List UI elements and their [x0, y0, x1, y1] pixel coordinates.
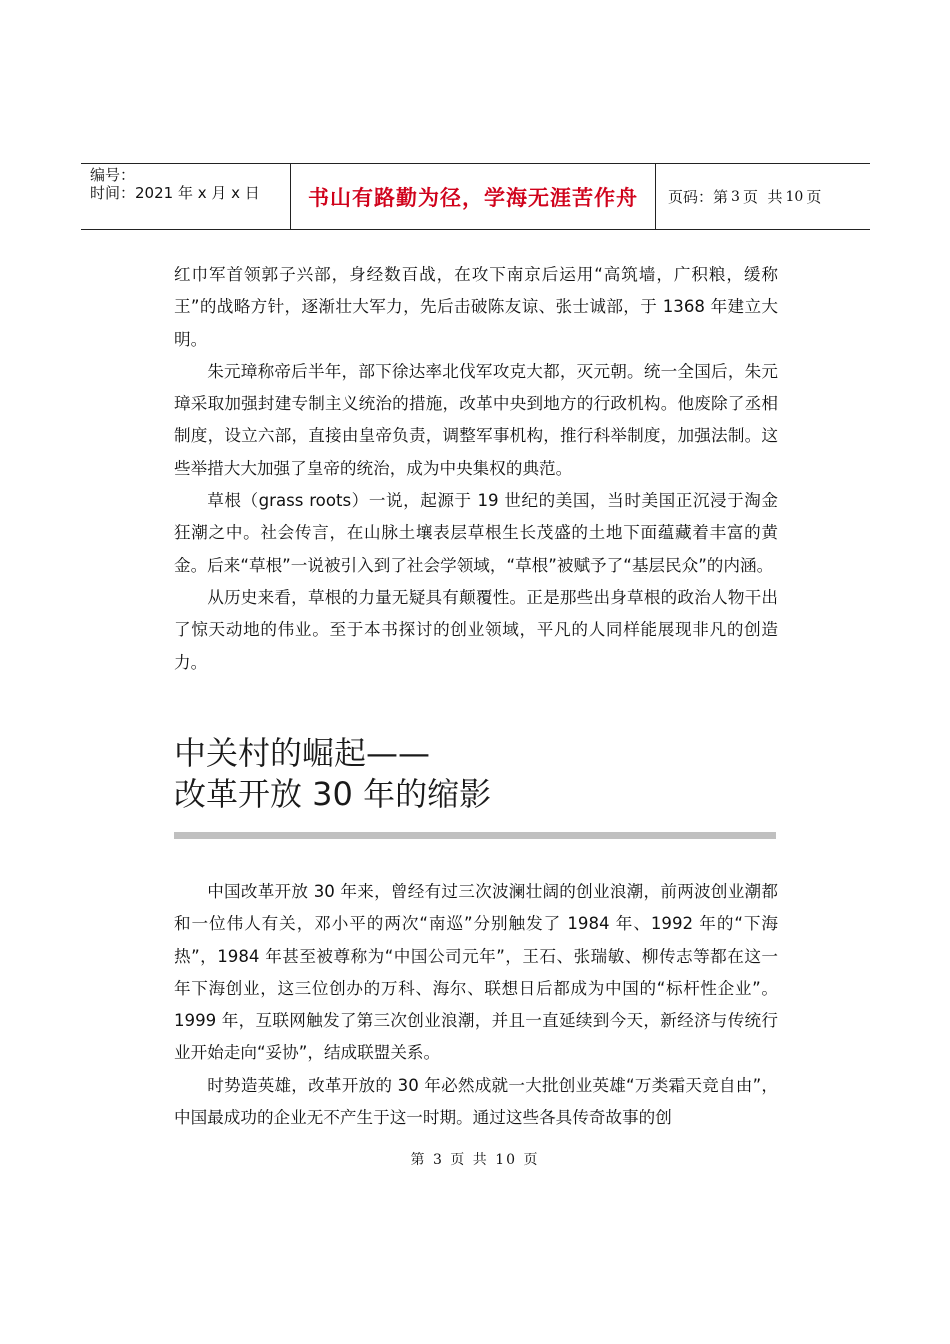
header-page-info	[656, 164, 870, 229]
top-body	[174, 259, 778, 679]
page-suffix: 页	[806, 188, 822, 206]
time-label: 时间：2021 年 x 月 x 日	[90, 184, 260, 202]
motto: 书山有路勤为径，学海无涯苦作舟	[308, 185, 638, 210]
header-motto-cell	[290, 164, 656, 229]
page-total: 10	[785, 188, 804, 205]
paragraph: 朱元璋称帝后半年，部下徐达率北伐军攻克大都，灭元朝。统一全国后，朱元璋采取加强封建专制主义统治的措施，改革中央到地方的行政机构。他废除了丞相制度，设立六部，直接由皇帝负责，调整军事机构，推行科举制度，加强法制。这些举措大大加强了皇帝的统治，成为中央集权的典范。	[174, 361, 778, 478]
section-title-line1: 中关村的崛起——	[174, 734, 431, 772]
page-current: 3	[731, 188, 740, 205]
paragraph: 从历史来看，草根的力量无疑具有颠覆性。正是那些出身草根的政治人物干出了惊天动地的伟业。至于本书探讨的创业领域，平凡的人同样能展现非凡的创造力。	[174, 587, 778, 672]
section-title-line2: 改革开放 30 年的缩影	[174, 775, 492, 813]
document-header	[81, 163, 870, 230]
page-prefix: 页码：第	[668, 188, 729, 206]
bottom-body	[174, 876, 778, 1134]
paragraph: 红巾军首领郭子兴部，身经数百战，在攻下南京后运用“高筑墙，广积粮，缓称王”的战略方针，逐渐壮大军力，先后击破陈友谅、张士诚部，于 1368 年建立大明。	[174, 265, 778, 349]
paragraph: 中国改革开放 30 年来，曾经有过三次波澜壮阔的创业浪潮，前两波创业潮都和一位伟人有关，邓小平的两次“南巡”分别触发了 1984 年、1992 年的“下海热”，1984 年甚至被尊称为“中国公司元年”，王石、张瑞敏、柳传志等都在这一年下海创业，这三位创办的万科、海尔、联想日后都成为中国的“标杆性企业”。1999 年，互联网触发了第三次创业浪潮，并且一直延续到今天，新经济与传统行业开始走向“妥协”，结成联盟关系。	[174, 882, 778, 1063]
code-label: 编号：	[90, 166, 136, 184]
page-mid: 页 共	[742, 188, 783, 206]
paragraph: 时势造英雄，改革开放的 30 年必然成就一大批创业英雄“万类霜天竞自由”，中国最成功的企业无不产生于这一时期。通过这些各具传奇故事的创	[174, 1075, 778, 1128]
title-divider	[174, 832, 776, 839]
paragraph: 草根（grass roots）一说，起源于 19 世纪的美国，当时美国正沉浸于淘金狂潮之中。社会传言，在山脉土壤表层草根生长茂盛的土地下面蕴藏着丰富的黄金。后来“草根”一说被引入到了社会学领域，“草根”被赋予了“基层民众”的内涵。	[174, 491, 778, 575]
page-footer: 第 3 页 共 10 页	[410, 1152, 540, 1168]
header-meta	[81, 164, 290, 229]
section-title	[174, 733, 778, 815]
